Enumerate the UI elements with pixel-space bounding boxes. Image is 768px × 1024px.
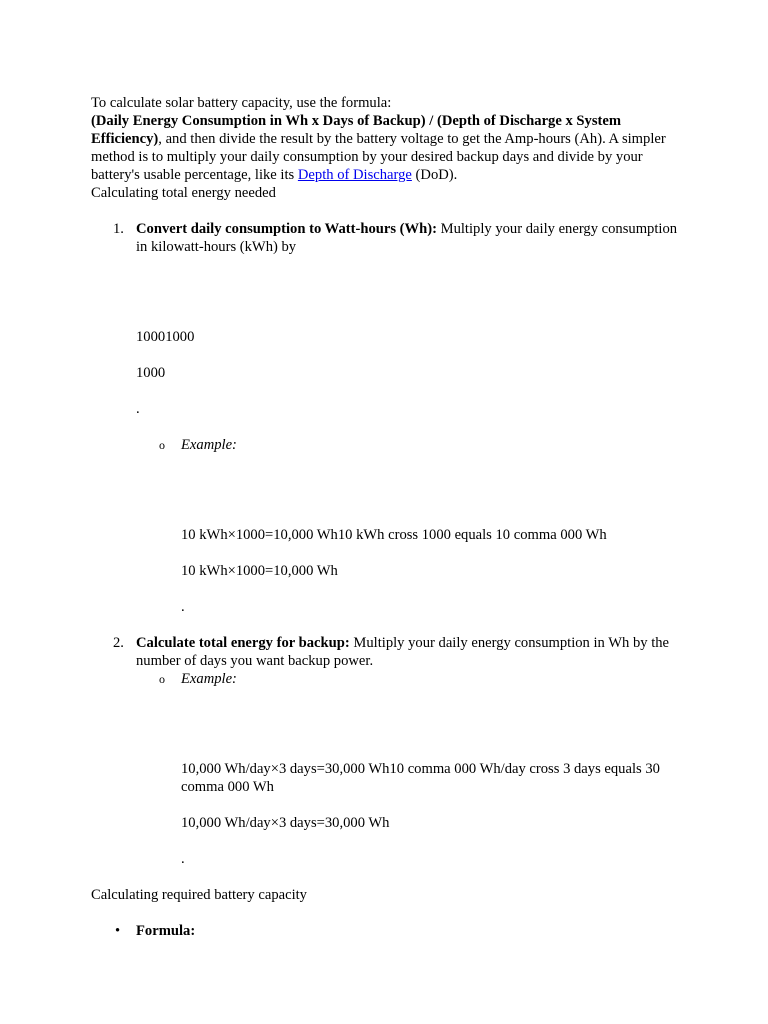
sub-bullet: o [159, 438, 165, 452]
step-2-body: Multiply your daily energy consumption in Wh by the number of days you want backup power. [136, 635, 670, 669]
section1-heading: Calculating total energy needed [91, 185, 276, 201]
document-body [91, 94, 683, 940]
depth-of-discharge-link[interactable]: Depth of Discharge [297, 167, 412, 183]
step-1-title: Convert daily consumption to Watt-hours (Wh): [136, 221, 437, 237]
step-1 [91, 220, 683, 616]
step-1-math-line2: 1000 [136, 365, 166, 381]
math-spacer [181, 688, 683, 742]
section2-heading: Calculating required battery capacity [91, 887, 307, 903]
step-1-text [136, 220, 683, 256]
formula-list [91, 922, 683, 940]
step-2 [91, 634, 683, 868]
formula-item [91, 922, 683, 940]
step-2-example-line2: 10,000 Wh/day×3 days=30,000 Wh [181, 815, 390, 831]
intro-paragraph [91, 94, 683, 184]
math-spacer [181, 454, 683, 508]
intro-lead: To calculate solar battery capacity, use the formula: [91, 95, 392, 111]
step-1-example-line2: 10 kWh×1000=10,000 Wh [181, 563, 338, 579]
step-1-math-line3: . [136, 401, 140, 417]
formula-label: Formula: [136, 923, 196, 939]
step-2-example-label: Example: [181, 671, 237, 687]
step-1-number: 1. [113, 221, 124, 237]
bullet-dot: • [115, 923, 121, 939]
step-2-example-line3: . [181, 851, 185, 867]
intro-after-formula: , and then divide the result by the battery voltage to get the Amp-hours (Ah). A simpler method is to multiply your daily consumption by your desired backup days and divide by your battery's usable percentage, like its [91, 131, 666, 183]
step-2-text [136, 634, 683, 670]
intro-formula: (Daily Energy Consumption in Wh x Days of Backup) / (Depth of Discharge x System Efficiency) [91, 113, 622, 147]
steps-list [91, 220, 683, 868]
step-1-example-line1: 10 kWh×1000=10,000 Wh10 kWh cross 1000 equals 10 comma 000 Wh [181, 527, 607, 543]
step-1-example-label: Example: [181, 437, 237, 453]
step-2-number: 2. [113, 635, 124, 651]
step-1-example [136, 436, 683, 616]
sub-bullet: o [159, 672, 165, 686]
step-1-example-line3: . [181, 599, 185, 615]
step-2-example [136, 670, 683, 868]
step-1-body: Multiply your daily energy consumption in kilowatt-hours (kWh) by [136, 221, 678, 255]
step-2-example-line1: 10,000 Wh/day×3 days=30,000 Wh10 comma 000 Wh/day cross 3 days equals 30 comma 000 Wh [181, 761, 660, 795]
step-1-sublist [136, 436, 683, 616]
intro-after-link: (DoD). [411, 167, 458, 183]
step-1-math-line1: 10001000 [136, 329, 195, 345]
step-2-sublist [136, 670, 683, 868]
math-spacer [136, 256, 683, 310]
step-2-title: Calculate total energy for backup: [136, 635, 350, 651]
